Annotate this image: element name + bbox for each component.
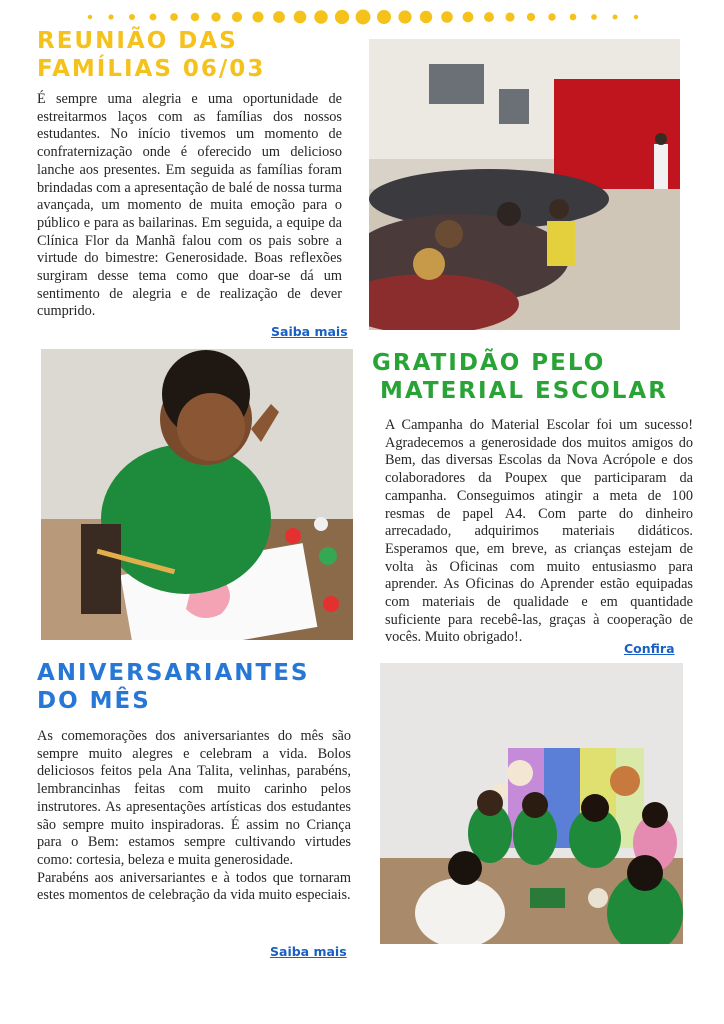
decorative-dot [613, 15, 618, 20]
saiba-mais-link-aniversariantes[interactable]: Saiba mais [270, 944, 347, 959]
paragraph: As comemorações dos aniversariantes do mês são sempre muito alegres e celebram a vida. Bolos deliciosos feitos pela Ana Talita, velinhas, parabéns, lembrancinhas feitas com muito carinho pelos instrutores. As apresentações artísticas dos estudantes são sempre muito inspiradoras. É assim no Criança para o Bem: estamos sempre cultivando virtudes como: cortesia, beleza e muita generosidade. [37, 728, 351, 868]
decorative-dot [441, 11, 453, 23]
decorative-dot [335, 10, 349, 24]
decorative-dot [398, 10, 411, 23]
decorative-dot [356, 10, 371, 25]
photo-birthday-celebration [380, 663, 683, 944]
decorative-dot [108, 14, 113, 19]
confira-link[interactable]: Confira [624, 641, 675, 656]
heading-line: MATERIAL ESCOLAR [380, 377, 668, 404]
decorative-dot [548, 13, 555, 20]
decorative-dot [170, 13, 178, 21]
photo-girl-painting [41, 349, 353, 640]
aniversariantes-body-text [37, 728, 351, 905]
decorative-dot [129, 14, 135, 20]
photo-family-meeting [369, 39, 680, 330]
decorative-dot [314, 10, 327, 23]
decorative-dot [463, 12, 474, 23]
gratidao-body-text: A Campanha do Material Escolar foi um sucesso! Agradecemos a generosidade dos muitos amigos do Bem, das diversas Escolas da Nova Acrópole e dos colaboradores da Poupex que participaram da campanha. Conseguimos atingir a meta de 100 resmas de papel A4. Com parte do dinheiro arrecadado, adquirimos materiais didáticos. Esperamos que, em breve, as crianças estejam de volta às Oficinas com muito entusiasmo para aprender. As Oficinas do Aprender estão equipadas com materiais de qualidade e em quantidade suficiente para recebê-las, graças à cooperação de vocês. Muito obrigado!. [385, 417, 693, 646]
decorative-dot [211, 12, 220, 21]
decorative-dot [294, 11, 307, 24]
heading-aniversariantes [37, 660, 309, 715]
decorative-dot [484, 12, 494, 22]
heading-line: REUNIÃO DAS [37, 28, 238, 54]
heading-line: ANIVERSARIANTES [37, 660, 310, 686]
decorative-dot [505, 12, 514, 21]
decorative-dot [377, 10, 391, 24]
decorative-dot [527, 13, 535, 21]
decorative-dot [191, 13, 200, 22]
decorative-dot [420, 11, 432, 23]
decorative-dot [88, 15, 92, 19]
decorative-dot [232, 12, 242, 22]
decorative-dot [273, 11, 285, 23]
decorative-dot [253, 12, 264, 23]
heading-gratidao-material [372, 350, 668, 405]
heading-line: DO MÊS [37, 687, 151, 714]
decorative-dot [591, 14, 597, 20]
saiba-mais-link-reuniao[interactable]: Saiba mais [271, 324, 348, 339]
heading-reuniao-familias [37, 28, 265, 83]
heading-line: FAMÍLIAS 06/03 [37, 55, 266, 82]
decorative-dot [634, 15, 638, 19]
reuniao-body-text: É sempre uma alegria e uma oportunidade de estreitarmos laços com as famílias dos nossos estudantes. No início tivemos um momento de confraternização onde é oferecido um delicioso lanche aos presentes. Em seguida as famílias foram brindadas com a apresentação de balé de nossa turma avançada, um momento de muita emoção para o público e para as bailarinas. Em seguida, a equipe da Clínica Flor da Manhã falou com os pais sobre a virtude do bimestre: Generosidade. Boas reflexões surgiram desse tema como que doar-se dá um sentimento de alegria e de realização de dever cumprido. [37, 91, 342, 320]
paragraph: Parabéns aos aniversariantes e à todos que tornaram estes momentos de celebração da vida muito especiais. [37, 869, 351, 904]
decorative-dot [570, 14, 577, 21]
decorative-dot [150, 14, 157, 21]
heading-line: GRATIDÃO PELO [372, 350, 606, 376]
